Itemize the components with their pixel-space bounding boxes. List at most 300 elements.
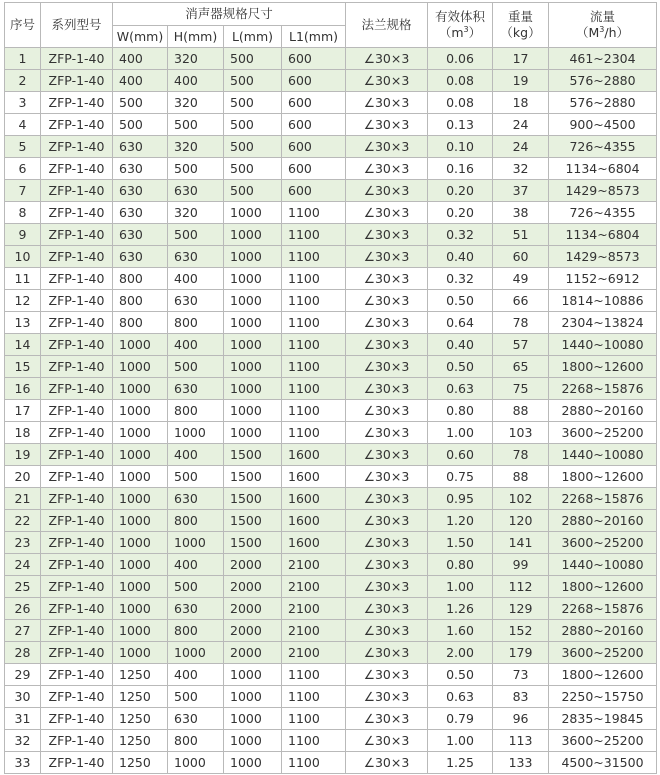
length1-cell: 1100 <box>282 730 346 752</box>
length1-cell: 2100 <box>282 576 346 598</box>
table-row <box>5 356 657 378</box>
flow-cell: 576~2880 <box>549 92 657 114</box>
flange-cell: ∠30×3 <box>346 488 428 510</box>
length1-cell: 1100 <box>282 664 346 686</box>
volume-cell: 0.75 <box>428 466 493 488</box>
flange-cell: ∠30×3 <box>346 70 428 92</box>
length-cell: 1500 <box>224 444 282 466</box>
flow-cell: 2880~20160 <box>549 510 657 532</box>
width-cell: 1000 <box>113 378 168 400</box>
weight-cell: 75 <box>493 378 549 400</box>
flange-cell: ∠30×3 <box>346 246 428 268</box>
width-cell: 630 <box>113 136 168 158</box>
model-cell: ZFP-1-40 <box>41 136 113 158</box>
width-cell: 1250 <box>113 686 168 708</box>
weight-cell: 88 <box>493 400 549 422</box>
volume-cell: 0.40 <box>428 246 493 268</box>
table-row <box>5 664 657 686</box>
width-cell: 500 <box>113 114 168 136</box>
width-cell: 630 <box>113 202 168 224</box>
length1-cell: 600 <box>282 158 346 180</box>
flow-cell: 2304~13824 <box>549 312 657 334</box>
width-cell: 1000 <box>113 554 168 576</box>
length-cell: 500 <box>224 92 282 114</box>
length1-cell: 1100 <box>282 708 346 730</box>
model-cell: ZFP-1-40 <box>41 180 113 202</box>
length-cell: 500 <box>224 158 282 180</box>
weight-cell: 103 <box>493 422 549 444</box>
weight-cell: 60 <box>493 246 549 268</box>
flange-cell: ∠30×3 <box>346 268 428 290</box>
flange-cell: ∠30×3 <box>346 422 428 444</box>
height-cell: 1000 <box>168 532 224 554</box>
width-cell: 800 <box>113 268 168 290</box>
length-cell: 1000 <box>224 268 282 290</box>
flow-cell: 1429~8573 <box>549 246 657 268</box>
flow-cell: 3600~25200 <box>549 532 657 554</box>
volume-cell: 0.08 <box>428 70 493 92</box>
table-body <box>5 48 657 774</box>
weight-cell: 120 <box>493 510 549 532</box>
volume-cell: 0.32 <box>428 268 493 290</box>
weight-cell: 17 <box>493 48 549 70</box>
height-cell: 500 <box>168 686 224 708</box>
seq-cell: 3 <box>5 92 41 114</box>
header-dimensions-group: 消声器规格尺寸 <box>113 3 346 26</box>
seq-cell: 33 <box>5 752 41 774</box>
seq-cell: 7 <box>5 180 41 202</box>
table-row <box>5 400 657 422</box>
length-cell: 1000 <box>224 730 282 752</box>
length-cell: 1000 <box>224 686 282 708</box>
height-cell: 1000 <box>168 642 224 664</box>
table-row <box>5 268 657 290</box>
width-cell: 1000 <box>113 642 168 664</box>
volume-cell: 1.50 <box>428 532 493 554</box>
length-cell: 500 <box>224 180 282 202</box>
length1-cell: 600 <box>282 70 346 92</box>
flange-cell: ∠30×3 <box>346 752 428 774</box>
height-cell: 630 <box>168 180 224 202</box>
weight-cell: 88 <box>493 466 549 488</box>
model-cell: ZFP-1-40 <box>41 598 113 620</box>
length-cell: 1000 <box>224 334 282 356</box>
volume-cell: 0.80 <box>428 554 493 576</box>
width-cell: 1000 <box>113 510 168 532</box>
flange-cell: ∠30×3 <box>346 400 428 422</box>
table-row <box>5 422 657 444</box>
volume-cell: 1.25 <box>428 752 493 774</box>
height-cell: 1000 <box>168 752 224 774</box>
height-cell: 320 <box>168 136 224 158</box>
weight-cell: 37 <box>493 180 549 202</box>
flow-cell: 1814~10886 <box>549 290 657 312</box>
height-cell: 630 <box>168 378 224 400</box>
table-row <box>5 158 657 180</box>
table-row <box>5 510 657 532</box>
flange-cell: ∠30×3 <box>346 686 428 708</box>
length-cell: 2000 <box>224 554 282 576</box>
volume-cell: 1.00 <box>428 422 493 444</box>
header-volume-label: 有效体积 <box>435 9 486 24</box>
height-cell: 400 <box>168 334 224 356</box>
weight-cell: 66 <box>493 290 549 312</box>
weight-cell: 65 <box>493 356 549 378</box>
width-cell: 1000 <box>113 598 168 620</box>
table-row <box>5 488 657 510</box>
flow-cell: 726~4355 <box>549 202 657 224</box>
length-cell: 1500 <box>224 510 282 532</box>
weight-cell: 152 <box>493 620 549 642</box>
flow-cell: 1440~10080 <box>549 334 657 356</box>
seq-cell: 25 <box>5 576 41 598</box>
volume-cell: 0.13 <box>428 114 493 136</box>
height-cell: 320 <box>168 202 224 224</box>
volume-cell: 0.63 <box>428 686 493 708</box>
seq-cell: 31 <box>5 708 41 730</box>
flow-cell: 1800~12600 <box>549 664 657 686</box>
flange-cell: ∠30×3 <box>346 510 428 532</box>
model-cell: ZFP-1-40 <box>41 246 113 268</box>
length1-cell: 1100 <box>282 400 346 422</box>
weight-cell: 19 <box>493 70 549 92</box>
length1-cell: 1100 <box>282 246 346 268</box>
width-cell: 800 <box>113 290 168 312</box>
width-cell: 1000 <box>113 422 168 444</box>
length-cell: 1000 <box>224 664 282 686</box>
flange-cell: ∠30×3 <box>346 620 428 642</box>
length-cell: 2000 <box>224 620 282 642</box>
length-cell: 1500 <box>224 532 282 554</box>
width-cell: 1000 <box>113 576 168 598</box>
header-flow-unit: $(M^3/h)$ <box>576 24 630 40</box>
model-cell: ZFP-1-40 <box>41 334 113 356</box>
model-cell: ZFP-1-40 <box>41 730 113 752</box>
flow-cell: 1152~6912 <box>549 268 657 290</box>
seq-cell: 23 <box>5 532 41 554</box>
volume-cell: 0.40 <box>428 334 493 356</box>
volume-cell: 0.32 <box>428 224 493 246</box>
length-cell: 1000 <box>224 202 282 224</box>
flange-cell: ∠30×3 <box>346 224 428 246</box>
height-cell: 400 <box>168 664 224 686</box>
model-cell: ZFP-1-40 <box>41 70 113 92</box>
model-cell: ZFP-1-40 <box>41 444 113 466</box>
table-row <box>5 752 657 774</box>
width-cell: 630 <box>113 158 168 180</box>
model-cell: ZFP-1-40 <box>41 422 113 444</box>
header-weight <box>493 3 549 48</box>
table-row <box>5 70 657 92</box>
length-cell: 1500 <box>224 488 282 510</box>
model-cell: ZFP-1-40 <box>41 576 113 598</box>
model-cell: ZFP-1-40 <box>41 158 113 180</box>
flow-cell: 2268~15876 <box>549 598 657 620</box>
model-cell: ZFP-1-40 <box>41 532 113 554</box>
seq-cell: 26 <box>5 598 41 620</box>
volume-cell: 0.20 <box>428 180 493 202</box>
length1-cell: 600 <box>282 136 346 158</box>
flow-cell: 1134~6804 <box>549 224 657 246</box>
seq-cell: 8 <box>5 202 41 224</box>
model-cell: ZFP-1-40 <box>41 114 113 136</box>
flow-cell: 1800~12600 <box>549 466 657 488</box>
width-cell: 400 <box>113 70 168 92</box>
seq-cell: 9 <box>5 224 41 246</box>
table-row <box>5 444 657 466</box>
header-weight-unit: （kg） <box>500 25 541 40</box>
weight-cell: 113 <box>493 730 549 752</box>
seq-cell: 15 <box>5 356 41 378</box>
weight-cell: 179 <box>493 642 549 664</box>
model-cell: ZFP-1-40 <box>41 554 113 576</box>
table-row <box>5 642 657 664</box>
seq-cell: 19 <box>5 444 41 466</box>
flow-cell: 726~4355 <box>549 136 657 158</box>
height-cell: 400 <box>168 444 224 466</box>
length1-cell: 1100 <box>282 752 346 774</box>
width-cell: 400 <box>113 48 168 70</box>
length1-cell: 1100 <box>282 290 346 312</box>
header-seq: 序号 <box>5 3 41 48</box>
header-flange: 法兰规格 <box>346 3 428 48</box>
volume-cell: 0.80 <box>428 400 493 422</box>
volume-cell: 0.16 <box>428 158 493 180</box>
table-row <box>5 92 657 114</box>
flange-cell: ∠30×3 <box>346 202 428 224</box>
height-cell: 400 <box>168 268 224 290</box>
length1-cell: 1100 <box>282 356 346 378</box>
length1-cell: 2100 <box>282 598 346 620</box>
weight-cell: 24 <box>493 136 549 158</box>
flow-cell: 1134~6804 <box>549 158 657 180</box>
flow-cell: 2835~19845 <box>549 708 657 730</box>
weight-cell: 78 <box>493 312 549 334</box>
header-h: H(mm) <box>168 26 224 48</box>
volume-cell: 0.63 <box>428 378 493 400</box>
flow-cell: 900~4500 <box>549 114 657 136</box>
table-row <box>5 180 657 202</box>
seq-cell: 30 <box>5 686 41 708</box>
model-cell: ZFP-1-40 <box>41 466 113 488</box>
model-cell: ZFP-1-40 <box>41 664 113 686</box>
height-cell: 500 <box>168 466 224 488</box>
flow-cell: 461~2304 <box>549 48 657 70</box>
height-cell: 800 <box>168 620 224 642</box>
table-row <box>5 136 657 158</box>
width-cell: 630 <box>113 180 168 202</box>
header-volume-unit: $(m^3)$ <box>438 24 482 40</box>
length1-cell: 1100 <box>282 202 346 224</box>
flange-cell: ∠30×3 <box>346 708 428 730</box>
length-cell: 1000 <box>224 224 282 246</box>
table-row <box>5 708 657 730</box>
seq-cell: 27 <box>5 620 41 642</box>
weight-cell: 38 <box>493 202 549 224</box>
model-cell: ZFP-1-40 <box>41 488 113 510</box>
volume-cell: 1.00 <box>428 576 493 598</box>
flange-cell: ∠30×3 <box>346 466 428 488</box>
volume-cell: 0.08 <box>428 92 493 114</box>
volume-cell: 0.50 <box>428 290 493 312</box>
weight-cell: 83 <box>493 686 549 708</box>
length-cell: 2000 <box>224 576 282 598</box>
height-cell: 400 <box>168 70 224 92</box>
width-cell: 1000 <box>113 466 168 488</box>
flange-cell: ∠30×3 <box>346 180 428 202</box>
header-flow-label: 流量 <box>590 9 616 24</box>
header-weight-label: 重量 <box>508 9 534 24</box>
height-cell: 630 <box>168 246 224 268</box>
flange-cell: ∠30×3 <box>346 576 428 598</box>
flange-cell: ∠30×3 <box>346 664 428 686</box>
model-cell: ZFP-1-40 <box>41 686 113 708</box>
height-cell: 320 <box>168 48 224 70</box>
height-cell: 500 <box>168 224 224 246</box>
table-row <box>5 224 657 246</box>
flow-cell: 1429~8573 <box>549 180 657 202</box>
width-cell: 1000 <box>113 488 168 510</box>
length1-cell: 600 <box>282 48 346 70</box>
flange-cell: ∠30×3 <box>346 290 428 312</box>
height-cell: 800 <box>168 400 224 422</box>
volume-cell: 0.06 <box>428 48 493 70</box>
table-row <box>5 554 657 576</box>
flow-cell: 576~2880 <box>549 70 657 92</box>
seq-cell: 4 <box>5 114 41 136</box>
flange-cell: ∠30×3 <box>346 312 428 334</box>
width-cell: 630 <box>113 224 168 246</box>
length-cell: 1000 <box>224 312 282 334</box>
volume-cell: 0.60 <box>428 444 493 466</box>
height-cell: 320 <box>168 92 224 114</box>
weight-cell: 99 <box>493 554 549 576</box>
table-row <box>5 532 657 554</box>
table-row <box>5 114 657 136</box>
model-cell: ZFP-1-40 <box>41 510 113 532</box>
weight-cell: 57 <box>493 334 549 356</box>
length-cell: 2000 <box>224 598 282 620</box>
flange-cell: ∠30×3 <box>346 334 428 356</box>
model-cell: ZFP-1-40 <box>41 202 113 224</box>
width-cell: 1250 <box>113 752 168 774</box>
length1-cell: 1100 <box>282 686 346 708</box>
seq-cell: 20 <box>5 466 41 488</box>
length-cell: 1000 <box>224 378 282 400</box>
flow-cell: 2880~20160 <box>549 400 657 422</box>
height-cell: 400 <box>168 554 224 576</box>
header-model: 系列型号 <box>41 3 113 48</box>
length-cell: 1000 <box>224 422 282 444</box>
weight-cell: 102 <box>493 488 549 510</box>
length-cell: 500 <box>224 136 282 158</box>
seq-cell: 10 <box>5 246 41 268</box>
width-cell: 1000 <box>113 532 168 554</box>
volume-cell: 0.95 <box>428 488 493 510</box>
width-cell: 1000 <box>113 620 168 642</box>
length1-cell: 600 <box>282 114 346 136</box>
flow-cell: 2880~20160 <box>549 620 657 642</box>
flange-cell: ∠30×3 <box>346 158 428 180</box>
flange-cell: ∠30×3 <box>346 136 428 158</box>
height-cell: 500 <box>168 356 224 378</box>
length1-cell: 1100 <box>282 422 346 444</box>
silencer-spec-table <box>4 2 657 774</box>
flange-cell: ∠30×3 <box>346 114 428 136</box>
flow-cell: 1800~12600 <box>549 356 657 378</box>
weight-cell: 32 <box>493 158 549 180</box>
model-cell: ZFP-1-40 <box>41 312 113 334</box>
flow-cell: 1800~12600 <box>549 576 657 598</box>
header-l: L(mm) <box>224 26 282 48</box>
length1-cell: 1600 <box>282 466 346 488</box>
height-cell: 500 <box>168 114 224 136</box>
table-row <box>5 620 657 642</box>
flange-cell: ∠30×3 <box>346 378 428 400</box>
model-cell: ZFP-1-40 <box>41 752 113 774</box>
model-cell: ZFP-1-40 <box>41 708 113 730</box>
seq-cell: 17 <box>5 400 41 422</box>
model-cell: ZFP-1-40 <box>41 48 113 70</box>
height-cell: 800 <box>168 510 224 532</box>
seq-cell: 13 <box>5 312 41 334</box>
seq-cell: 1 <box>5 48 41 70</box>
length1-cell: 1100 <box>282 268 346 290</box>
weight-cell: 51 <box>493 224 549 246</box>
flange-cell: ∠30×3 <box>346 92 428 114</box>
table-row <box>5 576 657 598</box>
volume-cell: 0.50 <box>428 356 493 378</box>
width-cell: 1250 <box>113 730 168 752</box>
length-cell: 1000 <box>224 290 282 312</box>
height-cell: 800 <box>168 730 224 752</box>
height-cell: 500 <box>168 576 224 598</box>
flow-cell: 1440~10080 <box>549 444 657 466</box>
model-cell: ZFP-1-40 <box>41 642 113 664</box>
seq-cell: 24 <box>5 554 41 576</box>
volume-cell: 0.10 <box>428 136 493 158</box>
height-cell: 800 <box>168 312 224 334</box>
length-cell: 1500 <box>224 466 282 488</box>
width-cell: 1000 <box>113 400 168 422</box>
model-cell: ZFP-1-40 <box>41 290 113 312</box>
seq-cell: 21 <box>5 488 41 510</box>
width-cell: 630 <box>113 246 168 268</box>
height-cell: 630 <box>168 598 224 620</box>
width-cell: 1250 <box>113 708 168 730</box>
length1-cell: 2100 <box>282 642 346 664</box>
table-row <box>5 466 657 488</box>
model-cell: ZFP-1-40 <box>41 224 113 246</box>
flow-cell: 1440~10080 <box>549 554 657 576</box>
flange-cell: ∠30×3 <box>346 642 428 664</box>
seq-cell: 14 <box>5 334 41 356</box>
table-header <box>5 3 657 48</box>
flange-cell: ∠30×3 <box>346 532 428 554</box>
weight-cell: 24 <box>493 114 549 136</box>
flange-cell: ∠30×3 <box>346 444 428 466</box>
weight-cell: 141 <box>493 532 549 554</box>
model-cell: ZFP-1-40 <box>41 92 113 114</box>
seq-cell: 5 <box>5 136 41 158</box>
width-cell: 1000 <box>113 444 168 466</box>
volume-cell: 1.26 <box>428 598 493 620</box>
length1-cell: 1100 <box>282 378 346 400</box>
model-cell: ZFP-1-40 <box>41 400 113 422</box>
width-cell: 500 <box>113 92 168 114</box>
height-cell: 630 <box>168 488 224 510</box>
length-cell: 2000 <box>224 642 282 664</box>
